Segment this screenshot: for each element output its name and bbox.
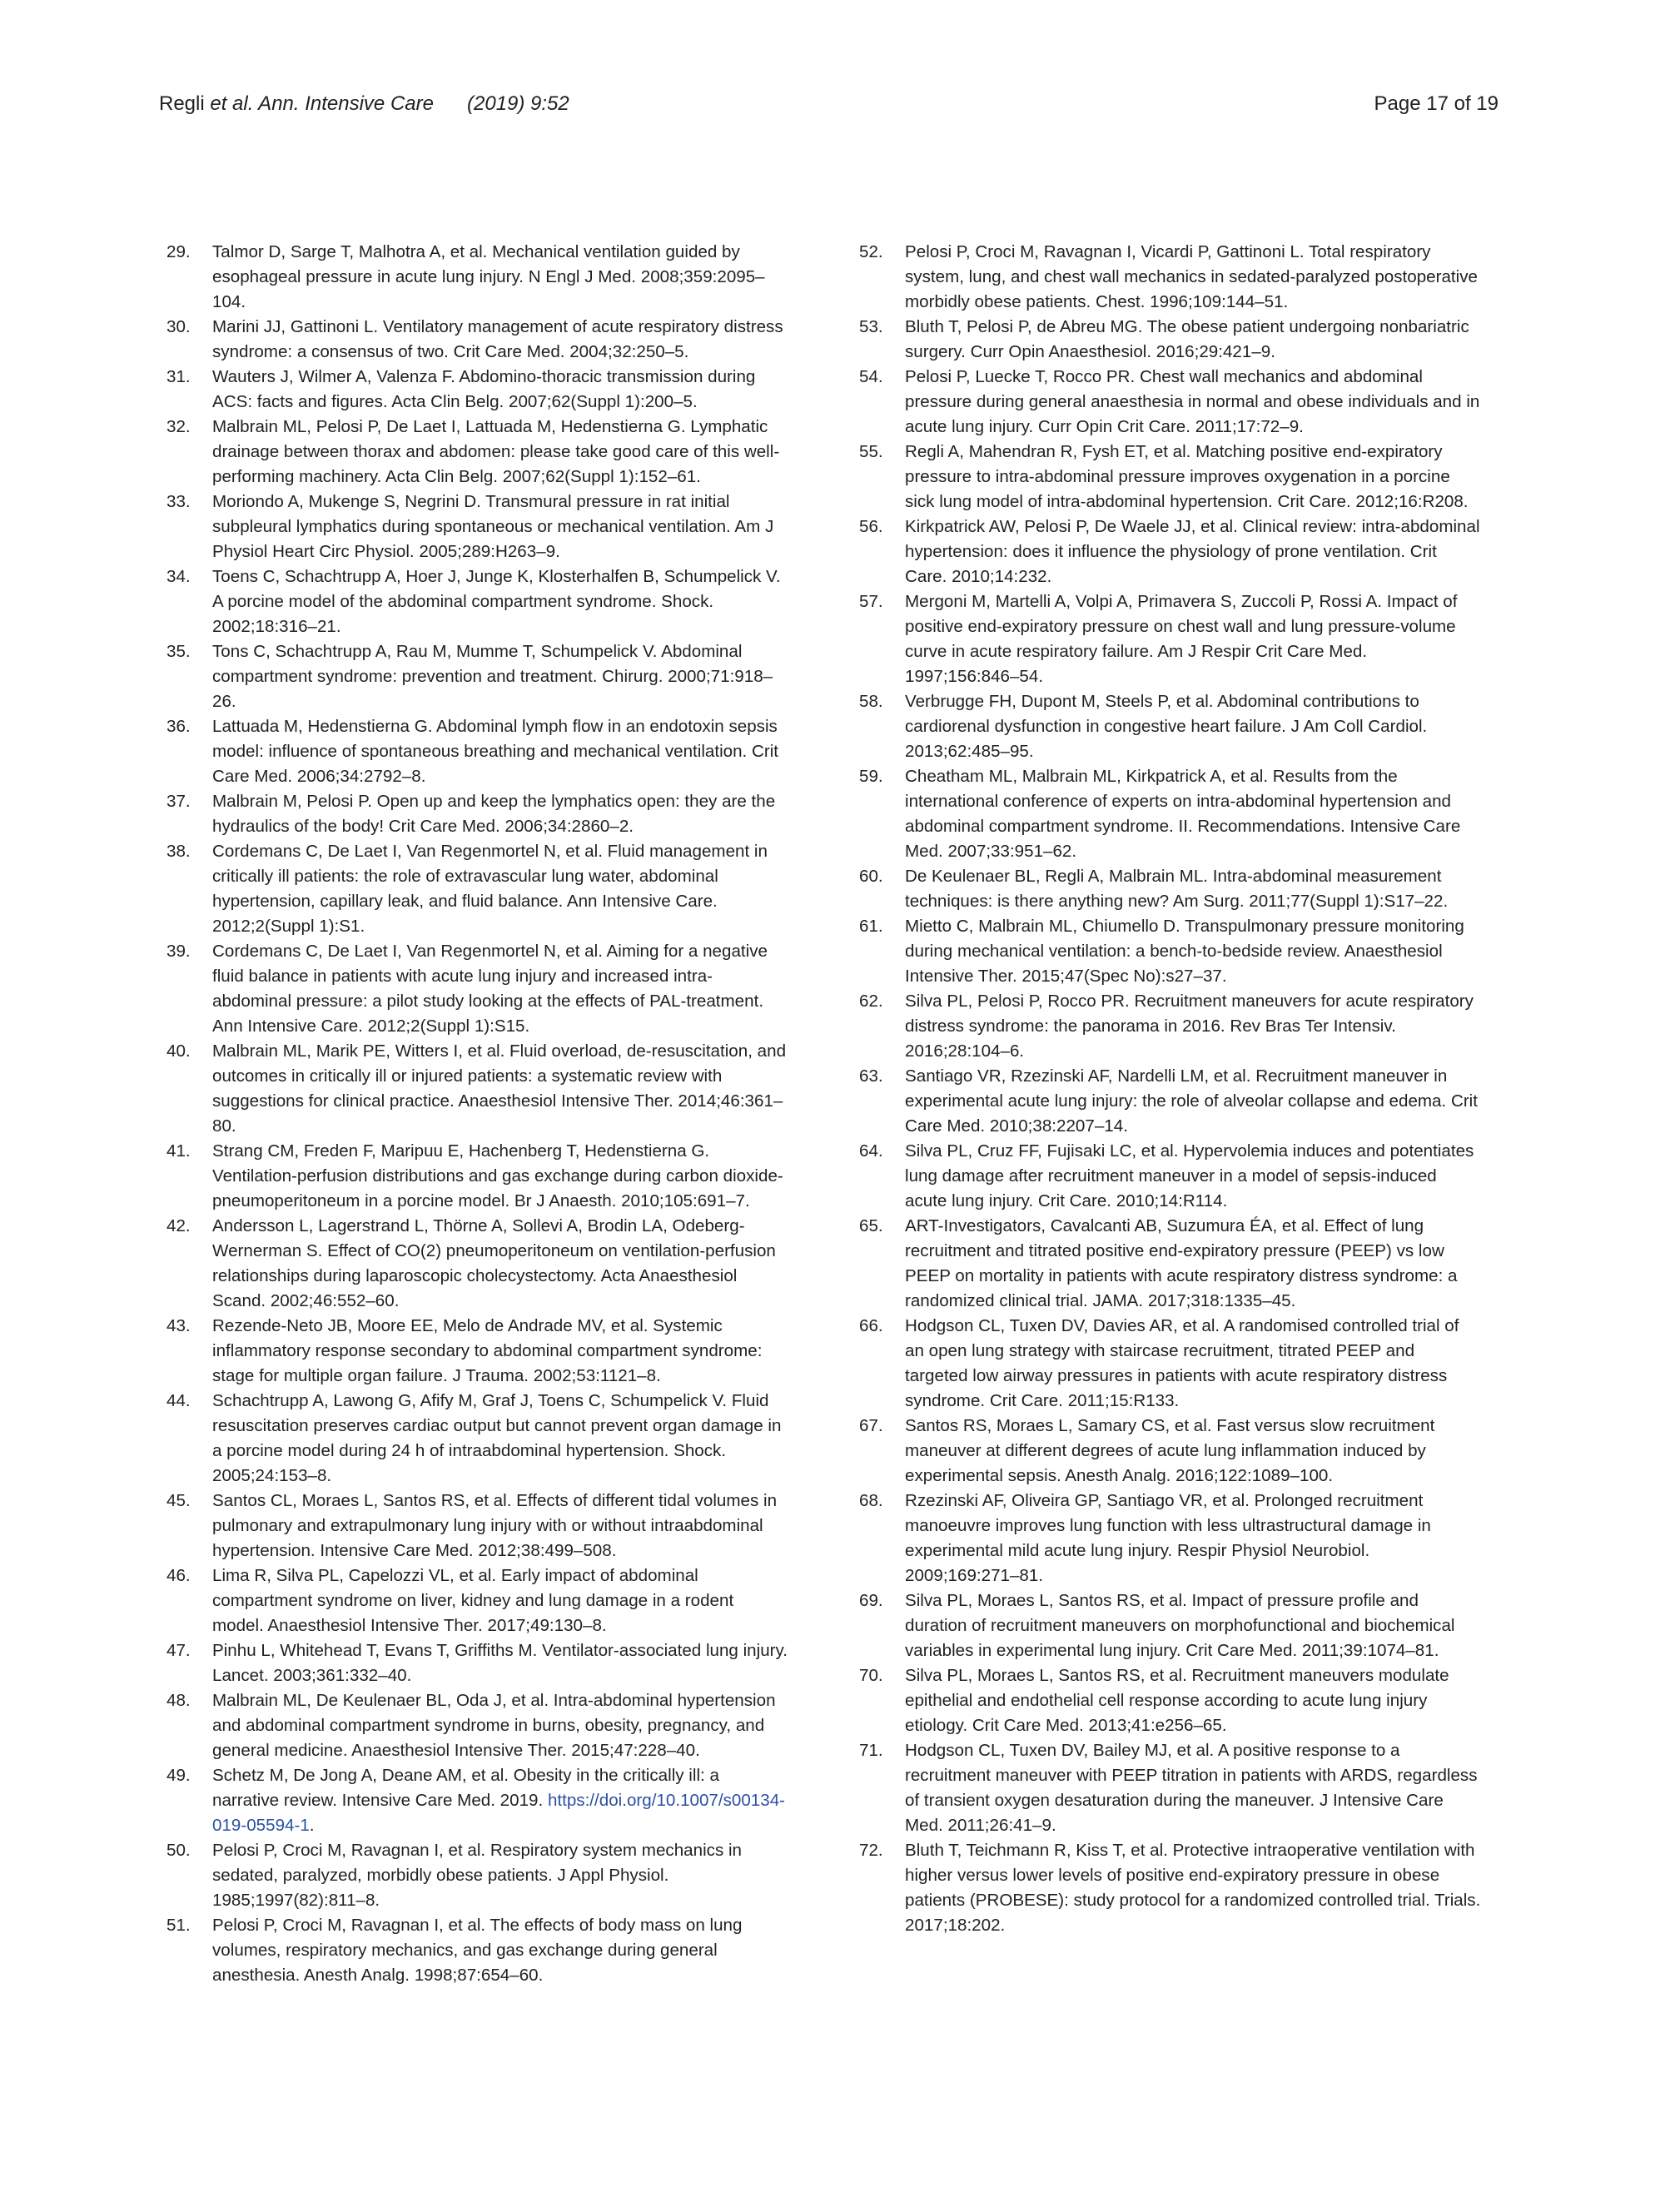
reference-text [212, 939, 789, 1039]
reference-number: 64. [859, 1141, 883, 1161]
reference-text [212, 639, 789, 714]
reference-text [905, 864, 1482, 914]
reference-text [212, 365, 789, 415]
reference-number: 52. [859, 242, 883, 261]
reference-item [166, 490, 789, 564]
reference-item [166, 789, 789, 839]
reference-number: 59. [859, 767, 883, 786]
reference-item [859, 864, 1482, 914]
reference-text [212, 315, 789, 365]
reference-text [212, 1563, 789, 1638]
reference-number: 33. [166, 492, 191, 511]
reference-citation: Malbrain ML, Pelosi P, De Laet I, Lattuada M, Hedenstierna G. Lymphatic drainage between thorax and abdomen: please take good care of this well-performing machinery. Acta Clin Belg. 2007;62(Suppl 1):152–61. [212, 417, 780, 486]
reference-number: 29. [166, 242, 191, 261]
reference-number: 48. [166, 1691, 191, 1710]
reference-item [859, 1489, 1482, 1588]
reference-number: 54. [859, 367, 883, 386]
reference-item [166, 639, 789, 714]
reference-number: 37. [166, 792, 191, 811]
reference-text [905, 514, 1482, 589]
reference-item [859, 514, 1482, 589]
reference-number: 40. [166, 1041, 191, 1061]
reference-citation: Verbrugge FH, Dupont M, Steels P, et al. Abdominal contributions to cardiorenal dysfunction in congestive heart failure. J Am Coll Cardiol. 2013;62:485–95. [905, 692, 1428, 761]
reference-text [905, 764, 1482, 864]
reference-text [905, 1663, 1482, 1738]
reference-item [859, 1139, 1482, 1214]
reference-text [212, 1389, 789, 1489]
reference-citation: Tons C, Schachtrupp A, Rau M, Mumme T, Schumpelick V. Abdominal compartment syndrome: prevention and treatment. Chirurg. 2000;71:918–26. [212, 642, 773, 711]
reference-citation: Hodgson CL, Tuxen DV, Davies AR, et al. A randomised controlled trial of an open lung strategy with staircase recruitment, titrated PEEP and targeted low airway pressures in patients with acute respiratory distress syndrome. Crit Care. 2011;15:R133. [905, 1316, 1459, 1410]
reference-citation: Wauters J, Wilmer A, Valenza F. Abdomino-thoracic transmission during ACS: facts and figures. Acta Clin Belg. 2007;62(Suppl 1):200–5. [212, 367, 756, 411]
reference-citation: Schachtrupp A, Lawong G, Afify M, Graf J, Toens C, Schumpelick V. Fluid resuscitation preserves cardiac output but cannot prevent organ damage in a porcine model during 24 h of intraabdominal hypertension. Shock. 2005;24:153–8. [212, 1391, 782, 1485]
reference-text [212, 839, 789, 939]
reference-citation: Kirkpatrick AW, Pelosi P, De Waele JJ, et al. Clinical review: intra-abdominal hypertension: does it influence the physiology of prone ventilation. Crit Care. 2010;14:232. [905, 517, 1480, 586]
reference-citation: Pelosi P, Croci M, Ravagnan I, Vicardi P, Gattinoni L. Total respiratory system, lung, and chest wall mechanics in sedated-paralyzed postoperative morbidly obese patients. Chest. 1996;109:144–51. [905, 242, 1478, 311]
reference-number: 32. [166, 417, 191, 436]
reference-number: 39. [166, 942, 191, 961]
reference-number: 46. [166, 1566, 191, 1585]
reference-number: 44. [166, 1391, 191, 1410]
reference-number: 67. [859, 1416, 883, 1435]
reference-citation: Pelosi P, Luecke T, Rocco PR. Chest wall mechanics and abdominal pressure during general anaesthesia in normal and obese individuals and in acute lung injury. Curr Opin Crit Care. 2011;17:72–9. [905, 367, 1480, 436]
reference-text [212, 789, 789, 839]
reference-number: 57. [859, 592, 883, 611]
reference-number: 41. [166, 1141, 191, 1161]
reference-item [166, 839, 789, 939]
reference-item [166, 1314, 789, 1389]
reference-citation: Malbrain ML, Marik PE, Witters I, et al. Fluid overload, de-resuscitation, and outcomes in critically ill or injured patients: a systematic review with suggestions for clinical practice. Anaesthesiol Intensive Ther. 2014;46:361–80. [212, 1041, 787, 1136]
reference-item [166, 1763, 789, 1838]
reference-citation: Silva PL, Moraes L, Santos RS, et al. Impact of pressure profile and duration of recruitment maneuvers on morphofunctional and biochemical variables in experimental lung injury. Crit Care Med. 2011;39:1074–81. [905, 1591, 1455, 1660]
reference-number: 71. [859, 1741, 883, 1760]
reference-citation: Hodgson CL, Tuxen DV, Bailey MJ, et al. A positive response to a recruitment maneuver with PEEP titration in patients with ARDS, regardless of transient oxygen desaturation during the maneuver. J Intensive Care Med. 2011;26:41–9. [905, 1741, 1478, 1835]
reference-item [859, 240, 1482, 315]
reference-citation: Silva PL, Moraes L, Santos RS, et al. Recruitment maneuvers modulate epithelial and endothelial cell response according to acute lung injury etiology. Crit Care Med. 2013;41:e256–65. [905, 1666, 1449, 1735]
reference-text [212, 1489, 789, 1563]
reference-number: 68. [859, 1491, 883, 1510]
reference-text [212, 1314, 789, 1389]
reference-citation: Cheatham ML, Malbrain ML, Kirkpatrick A, et al. Results from the international conference of experts on intra-abdominal hypertension and abdominal compartment syndrome. II. Recommendations. Intensive Care Med. 2007;33:951–62. [905, 767, 1461, 861]
reference-citation: De Keulenaer BL, Regli A, Malbrain ML. Intra-abdominal measurement techniques: is there anything new? Am Surg. 2011;77(Suppl 1):S17–22. [905, 867, 1449, 911]
reference-item [859, 440, 1482, 514]
reference-citation: Regli A, Mahendran R, Fysh ET, et al. Matching positive end-expiratory pressure to intra-abdominal pressure improves oxygenation in a porcine sick lung model of intra-abdominal hypertension. Crit Care. 2012;16:R208. [905, 442, 1469, 511]
reference-number: 49. [166, 1766, 191, 1785]
reference-item [859, 589, 1482, 689]
reference-item [166, 1838, 789, 1913]
reference-citation: Mergoni M, Martelli A, Volpi A, Primavera S, Zuccoli P, Rossi A. Impact of positive end-expiratory pressure on chest wall and lung pressure-volume curve in acute respiratory failure. Am J Respir Crit Care Med. 1997;156:846–54. [905, 592, 1458, 686]
reference-number: 42. [166, 1216, 191, 1235]
reference-item [166, 1563, 789, 1638]
reference-citation: Malbrain ML, De Keulenaer BL, Oda J, et al. Intra-abdominal hypertension and abdominal compartment syndrome in burns, obesity, pregnancy, and general medicine. Anaesthesiol Intensive Ther. 2015;47:228–40. [212, 1691, 776, 1760]
reference-text [905, 1738, 1482, 1838]
reference-citation: Rezende-Neto JB, Moore EE, Melo de Andrade MV, et al. Systemic inflammatory response secondary to abdominal compartment syndrome: stage for multiple organ failure. J Trauma. 2002;53:1121–8. [212, 1316, 763, 1385]
reference-item [166, 315, 789, 365]
reference-item [166, 1489, 789, 1563]
reference-text [212, 1039, 789, 1139]
reference-text [212, 564, 789, 639]
reference-text [905, 1314, 1482, 1414]
reference-item [859, 1214, 1482, 1314]
reference-item [859, 1588, 1482, 1663]
reference-number: 55. [859, 442, 883, 461]
reference-citation: Lima R, Silva PL, Capelozzi VL, et al. Early impact of abdominal compartment syndrome on liver, kidney and lung damage in a rodent model. Anaesthesiol Intensive Ther. 2017;49:130–8. [212, 1566, 734, 1635]
reference-citation: Marini JJ, Gattinoni L. Ventilatory management of acute respiratory distress syndrome: a consensus of two. Crit Care Med. 2004;32:250–5. [212, 317, 783, 361]
reference-text [905, 989, 1482, 1064]
reference-number: 50. [166, 1841, 191, 1860]
reference-text [905, 1588, 1482, 1663]
reference-citation: Toens C, Schachtrupp A, Hoer J, Junge K, Klosterhalfen B, Schumpelick V. A porcine model of the abdominal compartment syndrome. Shock. 2002;18:316–21. [212, 567, 781, 636]
reference-citation: Rzezinski AF, Oliveira GP, Santiago VR, et al. Prolonged recruitment manoeuvre improves lung function with less ultrastructural damage in experimental mild acute lung injury. Respir Physiol Neurobiol. 2009;169:271–81. [905, 1491, 1431, 1585]
reference-number: 45. [166, 1491, 191, 1510]
reference-item [166, 564, 789, 639]
reference-tail: . [309, 1816, 315, 1835]
reference-citation: Silva PL, Pelosi P, Rocco PR. Recruitment maneuvers for acute respiratory distress syndrome: the panorama in 2016. Rev Bras Ter Intensiv. 2016;28:104–6. [905, 992, 1474, 1061]
reference-citation: Cordemans C, De Laet I, Van Regenmortel N, et al. Fluid management in critically ill patients: the role of extravascular lung water, abdominal hypertension, capillary leak, and fluid balance. Ann Intensive Care. 2012;2(Suppl 1):S1. [212, 842, 768, 936]
reference-citation: Bluth T, Teichmann R, Kiss T, et al. Protective intraoperative ventilation with higher versus lower levels of positive end-expiratory pressure in obese patients (PROBESE): study protocol for a randomized controlled trial. Trials. 2017;18:202. [905, 1841, 1481, 1935]
reference-text [905, 1489, 1482, 1588]
reference-item [859, 1738, 1482, 1838]
reference-number: 31. [166, 367, 191, 386]
doi-link[interactable]: https://doi.org/10.1007/s00134-019-05594-1 [212, 1791, 786, 1835]
reference-text [212, 1913, 789, 1988]
reference-citation: Bluth T, Pelosi P, de Abreu MG. The obese patient undergoing nonbariatric surgery. Curr Opin Anaesthesiol. 2016;29:421–9. [905, 317, 1469, 361]
reference-citation: Schetz M, De Jong A, Deane AM, et al. Obesity in the critically ill: a narrative review. Intensive Care Med. 2019. [212, 1766, 719, 1810]
year-volume: (2019) 9:52 [467, 92, 569, 115]
reference-text [905, 914, 1482, 989]
reference-number: 51. [166, 1916, 191, 1935]
reference-text [905, 1414, 1482, 1489]
reference-text [905, 1139, 1482, 1214]
reference-text [212, 490, 789, 564]
reference-text [905, 1838, 1482, 1938]
reference-item [859, 365, 1482, 440]
references-column-left [166, 240, 789, 1988]
reference-number: 62. [859, 992, 883, 1011]
reference-number: 72. [859, 1841, 883, 1860]
reference-item [166, 1214, 789, 1314]
page-number: Page 17 of 19 [1374, 92, 1498, 115]
reference-citation: Strang CM, Freden F, Maripuu E, Hachenberg T, Hedenstierna G. Ventilation-perfusion distributions and gas exchange during carbon dioxide-pneumoperitoneum in a porcine model. Br J Anaesth. 2010;105:691–7. [212, 1141, 783, 1210]
author: Regli [159, 92, 205, 115]
reference-number: 43. [166, 1316, 191, 1335]
reference-item [859, 914, 1482, 989]
reference-item [166, 1039, 789, 1139]
reference-item [859, 1838, 1482, 1938]
reference-number: 63. [859, 1066, 883, 1086]
reference-item [166, 939, 789, 1039]
reference-text [212, 240, 789, 315]
reference-citation: Talmor D, Sarge T, Malhotra A, et al. Mechanical ventilation guided by esophageal pressure in acute lung injury. N Engl J Med. 2008;359:2095–104. [212, 242, 765, 311]
reference-citation: Lattuada M, Hedenstierna G. Abdominal lymph flow in an endotoxin sepsis model: influence of spontaneous breathing and mechanical ventilation. Crit Care Med. 2006;34:2792–8. [212, 717, 779, 786]
citation-short [159, 89, 434, 119]
reference-text [212, 1838, 789, 1913]
reference-text [212, 415, 789, 490]
reference-citation: Mietto C, Malbrain ML, Chiumello D. Transpulmonary pressure monitoring during mechanical ventilation: a bench-to-bedside review. Anaesthesiol Intensive Ther. 2015;47(Spec No):s27–37. [905, 917, 1464, 986]
reference-number: 30. [166, 317, 191, 336]
reference-citation: ART-Investigators, Cavalcanti AB, Suzumura ÉA, et al. Effect of lung recruitment and titrated positive end-expiratory pressure (PEEP) vs low PEEP on mortality in patients with acute respiratory distress syndrome: a randomized clinical trial. JAMA. 2017;318:1335–45. [905, 1216, 1458, 1310]
running-head [159, 89, 1498, 119]
reference-number: 38. [166, 842, 191, 861]
reference-item [166, 1913, 789, 1988]
reference-text [212, 1638, 789, 1688]
reference-number: 61. [859, 917, 883, 936]
reference-item [166, 1638, 789, 1688]
reference-item [166, 240, 789, 315]
reference-text [905, 365, 1482, 440]
reference-citation: Malbrain M, Pelosi P. Open up and keep the lymphatics open: they are the hydraulics of the body! Crit Care Med. 2006;34:2860–2. [212, 792, 776, 836]
reference-text [905, 240, 1482, 315]
reference-item [859, 1414, 1482, 1489]
reference-text [905, 440, 1482, 514]
reference-number: 66. [859, 1316, 883, 1335]
reference-citation: Santiago VR, Rzezinski AF, Nardelli LM, et al. Recruitment maneuver in experimental acute lung injury: the role of alveolar collapse and edema. Crit Care Med. 2010;38:2207–14. [905, 1066, 1478, 1136]
reference-number: 34. [166, 567, 191, 586]
reference-item [859, 1314, 1482, 1414]
reference-number: 56. [859, 517, 883, 536]
reference-text [212, 1688, 789, 1763]
reference-item [859, 989, 1482, 1064]
reference-number: 36. [166, 717, 191, 736]
reference-text [212, 1214, 789, 1314]
references-column-right [859, 240, 1482, 1938]
reference-number: 35. [166, 642, 191, 661]
reference-citation: Pelosi P, Croci M, Ravagnan I, et al. The effects of body mass on lung volumes, respiratory mechanics, and gas exchange during general anesthesia. Anesth Analg. 1998;87:654–60. [212, 1916, 743, 1985]
reference-item [166, 1688, 789, 1763]
reference-item [166, 714, 789, 789]
reference-text [905, 1214, 1482, 1314]
reference-item [859, 764, 1482, 864]
reference-text [212, 1139, 789, 1214]
reference-citation: Santos CL, Moraes L, Santos RS, et al. Effects of different tidal volumes in pulmonary and extrapulmonary lung injury with or without intraabdominal hypertension. Intensive Care Med. 2012;38:499–508. [212, 1491, 778, 1560]
reference-number: 65. [859, 1216, 883, 1235]
reference-number: 69. [859, 1591, 883, 1610]
reference-item [859, 689, 1482, 764]
reference-citation: Andersson L, Lagerstrand L, Thörne A, Sollevi A, Brodin LA, Odeberg-Wernerman S. Effect of CO(2) pneumoperitoneum on ventilation-perfusion relationships during laparoscopic cholecystectomy. Acta Anaesthesiol Scand. 2002;46:552–60. [212, 1216, 776, 1310]
reference-item [166, 1139, 789, 1214]
reference-citation: Silva PL, Cruz FF, Fujisaki LC, et al. Hypervolemia induces and potentiates lung damage after recruitment maneuver in a model of sepsis-induced acute lung injury. Crit Care. 2010;14:R114. [905, 1141, 1474, 1210]
reference-item [166, 1389, 789, 1489]
reference-text [905, 315, 1482, 365]
reference-number: 47. [166, 1641, 191, 1660]
reference-citation: Cordemans C, De Laet I, Van Regenmortel N, et al. Aiming for a negative fluid balance in patients with acute lung injury and increased intra-abdominal pressure: a pilot study looking at the effects of PAL-treatment. Ann Intensive Care. 2012;2(Suppl 1):S15. [212, 942, 768, 1036]
reference-number: 53. [859, 317, 883, 336]
reference-number: 70. [859, 1666, 883, 1685]
reference-citation: Pelosi P, Croci M, Ravagnan I, et al. Respiratory system mechanics in sedated, paralyzed, morbidly obese patients. J Appl Physiol. 1985;1997(82):811–8. [212, 1841, 742, 1910]
reference-item [859, 1064, 1482, 1139]
reference-citation: Moriondo A, Mukenge S, Negrini D. Transmural pressure in rat initial subpleural lymphatics during spontaneous or mechanical ventilation. Am J Physiol Heart Circ Physiol. 2005;289:H263–9. [212, 492, 774, 561]
reference-item [859, 1663, 1482, 1738]
reference-citation: Pinhu L, Whitehead T, Evans T, Griffiths M. Ventilator-associated lung injury. Lancet. 2003;361:332–40. [212, 1641, 788, 1685]
reference-text [905, 589, 1482, 689]
reference-text [212, 1763, 789, 1838]
reference-text [212, 714, 789, 789]
reference-text [905, 1064, 1482, 1139]
journal-name: et al. Ann. Intensive Care [210, 92, 434, 115]
reference-item [166, 365, 789, 415]
reference-number: 58. [859, 692, 883, 711]
reference-number: 60. [859, 867, 883, 886]
reference-citation: Santos RS, Moraes L, Samary CS, et al. Fast versus slow recruitment maneuver at different degrees of acute lung inflammation induced by experimental sepsis. Anesth Analg. 2016;122:1089–100. [905, 1416, 1435, 1485]
reference-item [166, 415, 789, 490]
reference-item [859, 315, 1482, 365]
reference-text [905, 689, 1482, 764]
